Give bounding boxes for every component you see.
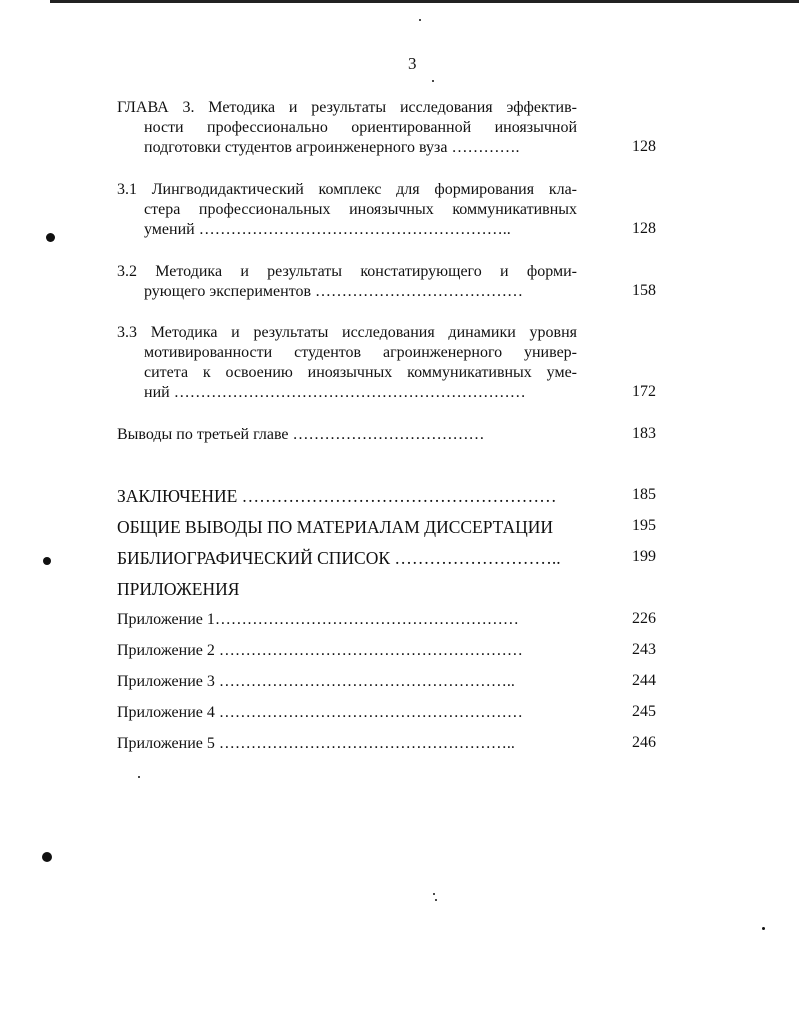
toc-entry-conclusions-chapter-3 [117, 425, 577, 445]
toc-line: стера профессиональных иноязычных коммуникативных [144, 201, 577, 218]
scan-speck [433, 893, 435, 895]
scan-speck [46, 233, 55, 242]
toc-entry-chapter-3 [117, 98, 577, 158]
toc-page-appendix-2: 243 [632, 641, 656, 658]
toc-line: ОБЩИЕ ВЫВОДЫ ПО МАТЕРИАЛАМ ДИССЕРТАЦИИ [117, 517, 554, 537]
toc-entry-conclusion [117, 486, 577, 506]
toc-line: ний ………………………………………………………… [144, 384, 526, 401]
scan-speck [435, 899, 437, 901]
toc-line: Выводы по третьей главе ……………………………… [117, 426, 485, 443]
scan-speck [43, 557, 51, 565]
toc-page-appendix-4: 245 [632, 703, 656, 720]
toc-line: ЗАКЛЮЧЕНИЕ ……………………………………………… [117, 486, 557, 506]
toc-page-appendix-3: 244 [632, 672, 656, 689]
toc-entry-appendix-5 [117, 734, 577, 754]
toc-line: рующего экспериментов ………………………………… [144, 283, 524, 300]
toc-entry-appendix-2 [117, 641, 577, 661]
toc-entry-general-conclusions [117, 517, 577, 537]
scan-speck [419, 19, 421, 21]
toc-line: 3.1 Лингводидактический комплекс для формирования кла- [117, 181, 577, 198]
toc-page-bibliography: 199 [632, 548, 656, 565]
toc-line: БИБЛИОГРАФИЧЕСКИЙ СПИСОК ……………………….. [117, 548, 561, 568]
toc-page-chapter-3: 128 [632, 138, 656, 155]
toc-page-3-2: 158 [632, 282, 656, 299]
scan-speck [138, 776, 140, 778]
toc-line: ности профессионально ориентированной иноязычной [144, 119, 577, 136]
scan-speck [762, 927, 765, 930]
toc-entry-3-1 [117, 180, 577, 240]
toc-page-conclusion: 185 [632, 486, 656, 503]
toc-entry-appendix-1 [117, 610, 577, 630]
toc-line: ситета к освоению иноязычных коммуникативных уме- [144, 364, 577, 381]
toc-entry-3-2 [117, 262, 577, 302]
scan-speck [42, 852, 52, 862]
toc-page-3-3: 172 [632, 383, 656, 400]
toc-line: ПРИЛОЖЕНИЯ [117, 579, 240, 599]
toc-line: мотивированности студентов агроинженерного универ- [144, 344, 577, 361]
toc-entry-3-3 [117, 323, 577, 403]
toc-line: Приложение 3 ……………………………………………….. [117, 673, 515, 690]
toc-line: подготовки студентов агроинженерного вуза …………. [144, 139, 520, 156]
toc-line: 3.3 Методика и результаты исследования динамики уровня [117, 324, 577, 341]
toc-page-appendix-1: 226 [632, 610, 656, 627]
toc-entry-appendix-4 [117, 703, 577, 723]
page-number: 3 [408, 54, 417, 73]
scan-speck [432, 80, 434, 82]
toc-line: Приложение 4 ………………………………………………… [117, 704, 523, 721]
toc-line: Приложение 2 ………………………………………………… [117, 642, 523, 659]
toc-entry-appendix-3 [117, 672, 577, 692]
toc-line: Приложение 1………………………………………………… [117, 611, 519, 628]
toc-line: ГЛАВА 3. Методика и результаты исследования эффектив- [117, 99, 577, 116]
toc-page-appendix-5: 246 [632, 734, 656, 751]
toc-appendices-heading [117, 579, 577, 599]
toc-page-conclusions-chapter-3: 183 [632, 425, 656, 442]
toc-entry-bibliography [117, 548, 577, 568]
page-border [50, 0, 799, 3]
toc-line: 3.2 Методика и результаты констатирующего и форми- [117, 263, 577, 280]
toc-line: умений ………………………………………………….. [144, 221, 511, 238]
toc-page-general-conclusions: 195 [632, 517, 656, 534]
toc-line: Приложение 5 ……………………………………………….. [117, 735, 515, 752]
toc-page-3-1: 128 [632, 220, 656, 237]
